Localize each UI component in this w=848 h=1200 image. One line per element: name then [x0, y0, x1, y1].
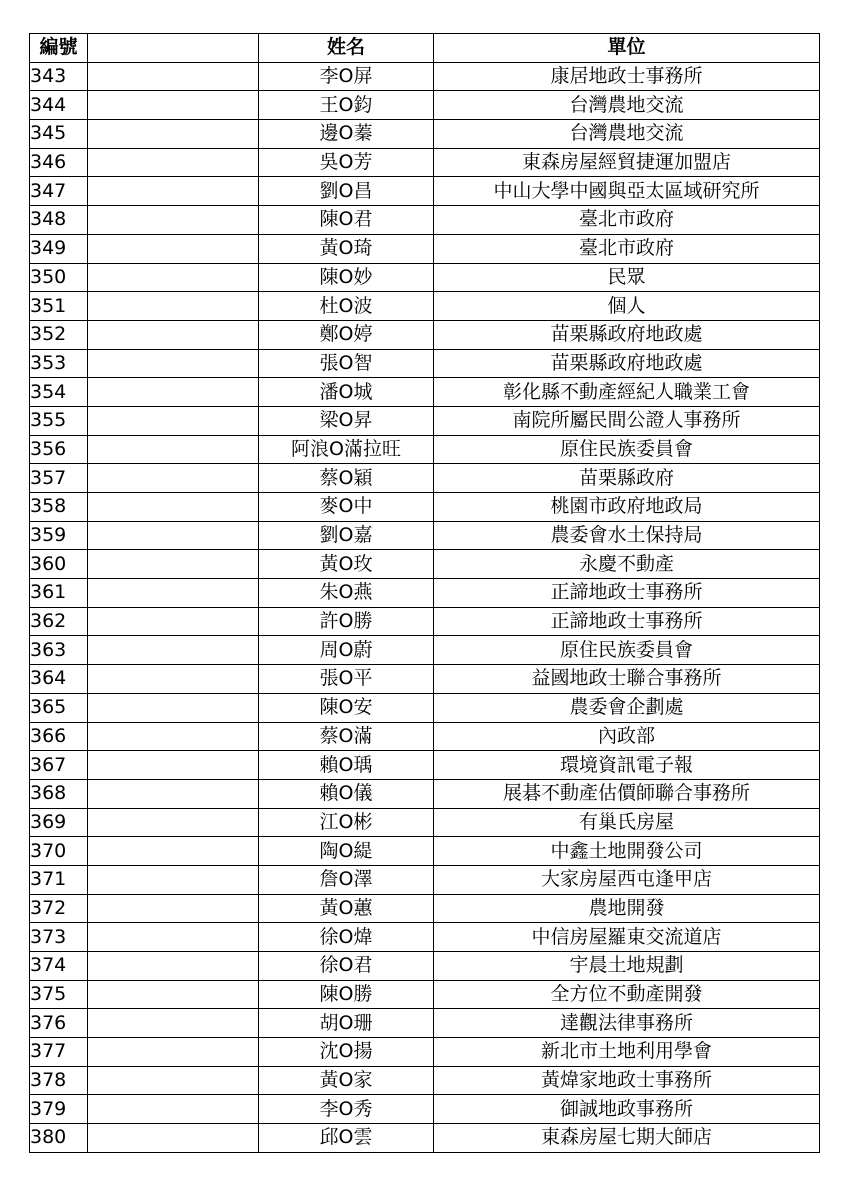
row-name: 杜O波: [259, 292, 434, 321]
row-blank-cell: [88, 148, 259, 177]
row-unit: 南院所屬民間公證人事務所: [434, 406, 820, 435]
header-blank: [88, 34, 259, 63]
table-row: [30, 808, 820, 837]
row-unit: 大家房屋西屯逢甲店: [434, 865, 820, 894]
row-unit: 內政部: [434, 722, 820, 751]
table-row: [30, 693, 820, 722]
row-name: 黃O蕙: [259, 894, 434, 923]
table-row: [30, 779, 820, 808]
row-number: 358: [30, 493, 88, 522]
row-unit: 台灣農地交流: [434, 91, 820, 120]
row-unit: 展碁不動產估價師聯合事務所: [434, 779, 820, 808]
row-blank-cell: [88, 751, 259, 780]
row-number: 364: [30, 665, 88, 694]
row-unit: 黃煒家地政士事務所: [434, 1066, 820, 1095]
header-name: 姓名: [259, 34, 434, 63]
table-row: [30, 464, 820, 493]
row-name: 梁O昇: [259, 406, 434, 435]
row-number: 374: [30, 952, 88, 981]
row-blank-cell: [88, 779, 259, 808]
table-row: [30, 91, 820, 120]
row-number: 355: [30, 406, 88, 435]
table-row: [30, 435, 820, 464]
row-number: 368: [30, 779, 88, 808]
row-blank-cell: [88, 234, 259, 263]
table-row: [30, 378, 820, 407]
row-blank-cell: [88, 62, 259, 91]
row-unit: 中信房屋羅東交流道店: [434, 923, 820, 952]
row-blank-cell: [88, 464, 259, 493]
row-blank-cell: [88, 722, 259, 751]
row-blank-cell: [88, 923, 259, 952]
row-number: 379: [30, 1095, 88, 1124]
row-name: 吳O芳: [259, 148, 434, 177]
row-unit: 苗栗縣政府地政處: [434, 320, 820, 349]
table-row: [30, 349, 820, 378]
row-blank-cell: [88, 177, 259, 206]
table-row: [30, 1038, 820, 1067]
row-unit: 原住民族委員會: [434, 636, 820, 665]
row-name: 沈O揚: [259, 1038, 434, 1067]
row-unit: 臺北市政府: [434, 234, 820, 263]
table-row: [30, 148, 820, 177]
row-unit: 康居地政士事務所: [434, 62, 820, 91]
row-number: 363: [30, 636, 88, 665]
row-number: 349: [30, 234, 88, 263]
table-row: [30, 292, 820, 321]
header-unit: 單位: [434, 34, 820, 63]
row-name: 陳O君: [259, 206, 434, 235]
table-body: [30, 62, 820, 1152]
table-row: [30, 636, 820, 665]
row-blank-cell: [88, 607, 259, 636]
row-number: 370: [30, 837, 88, 866]
table-row: [30, 923, 820, 952]
table-row: [30, 865, 820, 894]
row-blank-cell: [88, 980, 259, 1009]
row-number: 345: [30, 120, 88, 149]
row-blank-cell: [88, 1038, 259, 1067]
row-name: 陳O勝: [259, 980, 434, 1009]
row-name: 賴O儀: [259, 779, 434, 808]
row-blank-cell: [88, 952, 259, 981]
row-blank-cell: [88, 1066, 259, 1095]
row-unit: 永慶不動產: [434, 550, 820, 579]
table-row: [30, 177, 820, 206]
row-name: 黃O玫: [259, 550, 434, 579]
row-blank-cell: [88, 1124, 259, 1153]
table-row: [30, 521, 820, 550]
table-row: [30, 722, 820, 751]
row-name: 張O平: [259, 665, 434, 694]
row-name: 朱O燕: [259, 579, 434, 608]
table-row: [30, 980, 820, 1009]
row-unit: 新北市土地利用學會: [434, 1038, 820, 1067]
table-row: [30, 120, 820, 149]
table-row: [30, 493, 820, 522]
row-unit: 有巢氏房屋: [434, 808, 820, 837]
row-blank-cell: [88, 808, 259, 837]
row-unit: 桃園市政府地政局: [434, 493, 820, 522]
row-blank-cell: [88, 320, 259, 349]
row-unit: 東森房屋七期大師店: [434, 1124, 820, 1153]
table-row: [30, 1124, 820, 1153]
row-unit: 御誠地政事務所: [434, 1095, 820, 1124]
row-number: 343: [30, 62, 88, 91]
row-unit: 全方位不動產開發: [434, 980, 820, 1009]
row-name: 李O屏: [259, 62, 434, 91]
row-unit: 達觀法律事務所: [434, 1009, 820, 1038]
row-number: 369: [30, 808, 88, 837]
row-number: 365: [30, 693, 88, 722]
row-blank-cell: [88, 521, 259, 550]
row-name: 胡O珊: [259, 1009, 434, 1038]
row-unit: 個人: [434, 292, 820, 321]
row-name: 徐O煒: [259, 923, 434, 952]
row-unit: 正諦地政士事務所: [434, 579, 820, 608]
row-blank-cell: [88, 493, 259, 522]
row-number: 361: [30, 579, 88, 608]
row-number: 357: [30, 464, 88, 493]
row-blank-cell: [88, 693, 259, 722]
row-unit: 苗栗縣政府地政處: [434, 349, 820, 378]
row-name: 張O智: [259, 349, 434, 378]
row-name: 阿浪O滿拉旺: [259, 435, 434, 464]
row-name: 周O蔚: [259, 636, 434, 665]
row-number: 351: [30, 292, 88, 321]
row-name: 江O彬: [259, 808, 434, 837]
table-row: [30, 550, 820, 579]
table-row: [30, 62, 820, 91]
row-number: 350: [30, 263, 88, 292]
table-row: [30, 1095, 820, 1124]
row-unit: 農委會企劃處: [434, 693, 820, 722]
row-blank-cell: [88, 865, 259, 894]
row-blank-cell: [88, 1095, 259, 1124]
table-row: [30, 1066, 820, 1095]
row-name: 黃O琦: [259, 234, 434, 263]
row-number: 378: [30, 1066, 88, 1095]
table-row: [30, 751, 820, 780]
row-unit: 苗栗縣政府: [434, 464, 820, 493]
row-name: 蔡O滿: [259, 722, 434, 751]
row-name: 陶O緹: [259, 837, 434, 866]
table-row: [30, 579, 820, 608]
table-header-row: [30, 34, 820, 63]
row-unit: 正諦地政士事務所: [434, 607, 820, 636]
row-blank-cell: [88, 91, 259, 120]
row-number: 380: [30, 1124, 88, 1153]
header-number: 編號: [30, 34, 88, 63]
row-blank-cell: [88, 435, 259, 464]
table-row: [30, 837, 820, 866]
row-name: 邱O雲: [259, 1124, 434, 1153]
row-blank-cell: [88, 1009, 259, 1038]
row-name: 劉O昌: [259, 177, 434, 206]
row-blank-cell: [88, 206, 259, 235]
row-unit: 中鑫土地開發公司: [434, 837, 820, 866]
table-row: [30, 234, 820, 263]
row-number: 344: [30, 91, 88, 120]
row-number: 367: [30, 751, 88, 780]
row-number: 353: [30, 349, 88, 378]
table-row: [30, 952, 820, 981]
row-blank-cell: [88, 349, 259, 378]
row-name: 詹O澤: [259, 865, 434, 894]
row-name: 徐O君: [259, 952, 434, 981]
row-name: 許O勝: [259, 607, 434, 636]
table-row: [30, 665, 820, 694]
row-number: 359: [30, 521, 88, 550]
row-blank-cell: [88, 406, 259, 435]
table-row: [30, 406, 820, 435]
row-unit: 宇晨土地規劃: [434, 952, 820, 981]
row-blank-cell: [88, 579, 259, 608]
row-name: 潘O城: [259, 378, 434, 407]
row-unit: 東森房屋經貿捷運加盟店: [434, 148, 820, 177]
row-unit: 原住民族委員會: [434, 435, 820, 464]
row-name: 陳O妙: [259, 263, 434, 292]
row-unit: 臺北市政府: [434, 206, 820, 235]
row-unit: 台灣農地交流: [434, 120, 820, 149]
row-blank-cell: [88, 636, 259, 665]
row-unit: 環境資訊電子報: [434, 751, 820, 780]
row-name: 賴O瑀: [259, 751, 434, 780]
row-number: 376: [30, 1009, 88, 1038]
row-number: 371: [30, 865, 88, 894]
table-row: [30, 1009, 820, 1038]
row-name: 黃O家: [259, 1066, 434, 1095]
row-number: 352: [30, 320, 88, 349]
row-unit: 中山大學中國與亞太區域研究所: [434, 177, 820, 206]
row-name: 邊O蓁: [259, 120, 434, 149]
row-name: 鄭O婷: [259, 320, 434, 349]
row-blank-cell: [88, 378, 259, 407]
row-number: 347: [30, 177, 88, 206]
row-number: 377: [30, 1038, 88, 1067]
participant-table: [29, 33, 820, 1153]
row-number: 366: [30, 722, 88, 751]
table-row: [30, 206, 820, 235]
row-unit: 彰化縣不動產經紀人職業工會: [434, 378, 820, 407]
row-number: 348: [30, 206, 88, 235]
row-number: 360: [30, 550, 88, 579]
row-blank-cell: [88, 837, 259, 866]
row-unit: 農委會水土保持局: [434, 521, 820, 550]
row-name: 麥O中: [259, 493, 434, 522]
row-unit: 農地開發: [434, 894, 820, 923]
table-row: [30, 607, 820, 636]
row-name: 劉O嘉: [259, 521, 434, 550]
row-number: 375: [30, 980, 88, 1009]
row-blank-cell: [88, 665, 259, 694]
row-number: 373: [30, 923, 88, 952]
row-name: 蔡O穎: [259, 464, 434, 493]
row-number: 354: [30, 378, 88, 407]
row-name: 王O鈞: [259, 91, 434, 120]
row-name: 陳O安: [259, 693, 434, 722]
row-unit: 民眾: [434, 263, 820, 292]
row-name: 李O秀: [259, 1095, 434, 1124]
row-number: 372: [30, 894, 88, 923]
row-number: 346: [30, 148, 88, 177]
row-blank-cell: [88, 894, 259, 923]
row-blank-cell: [88, 550, 259, 579]
row-number: 362: [30, 607, 88, 636]
table-row: [30, 894, 820, 923]
row-blank-cell: [88, 120, 259, 149]
table-row: [30, 263, 820, 292]
row-blank-cell: [88, 263, 259, 292]
table-row: [30, 320, 820, 349]
row-unit: 益國地政士聯合事務所: [434, 665, 820, 694]
row-number: 356: [30, 435, 88, 464]
row-blank-cell: [88, 292, 259, 321]
